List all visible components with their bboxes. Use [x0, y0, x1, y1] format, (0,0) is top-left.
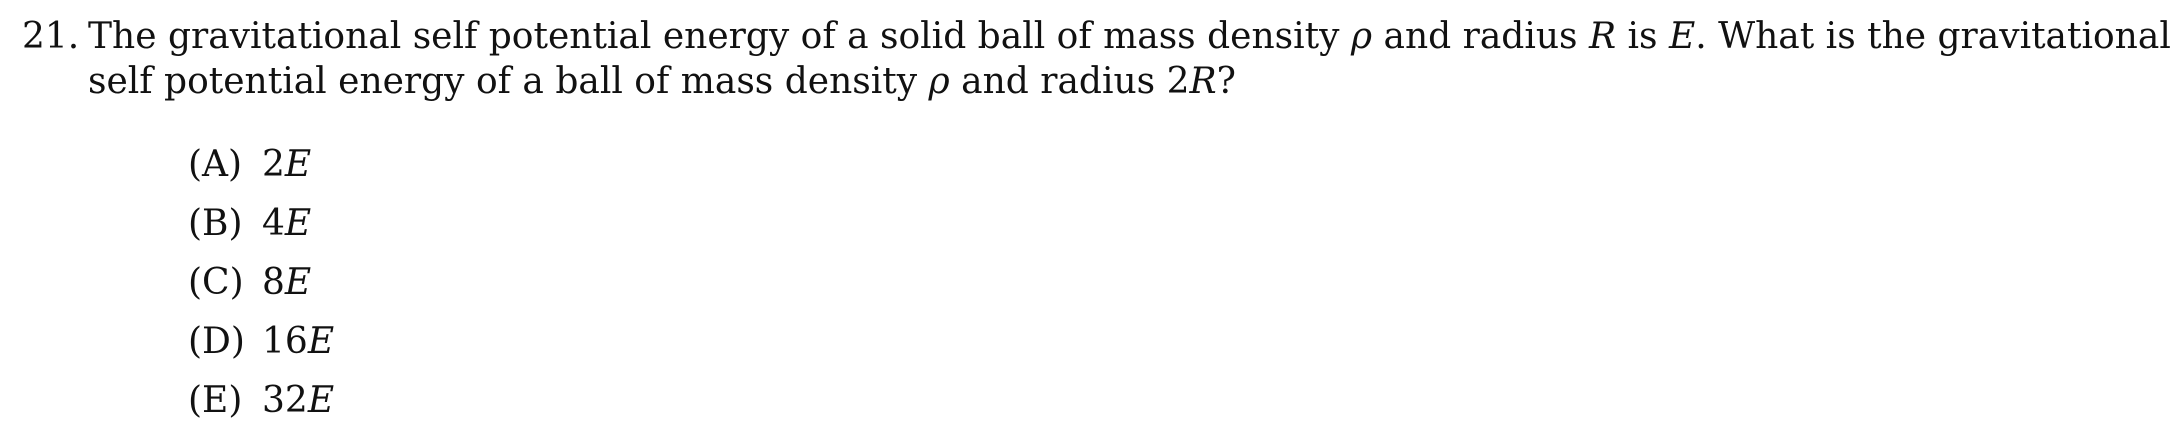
math-symbol-e: E — [307, 321, 335, 362]
choice-b[interactable] — [188, 194, 334, 253]
math-symbol-e: E — [284, 203, 312, 244]
choice-a[interactable] — [188, 135, 334, 194]
math-symbol-e: E — [284, 262, 312, 303]
choice-value — [262, 371, 334, 430]
question-number: 21. — [22, 16, 80, 57]
question-text: and radius — [1372, 16, 1589, 57]
answer-choices — [188, 135, 334, 430]
choice-label: (E) — [188, 380, 243, 421]
choice-c[interactable] — [188, 253, 334, 312]
question-text: The gravitational self potential energy of a solid ball of mass density — [88, 16, 1351, 57]
choice-value — [262, 253, 311, 312]
question-mark: ? — [1216, 61, 1236, 102]
question-line-2 — [22, 59, 1912, 104]
choice-value — [262, 194, 311, 253]
math-symbol-rho: ρ — [1350, 16, 1373, 57]
question-text: self potential energy of a ball of mass density — [88, 61, 929, 102]
question-text: and radius — [949, 61, 1167, 102]
choice-coefficient: 16 — [262, 321, 308, 362]
question-line-1 — [22, 14, 2171, 59]
choice-d[interactable] — [188, 312, 334, 371]
choice-e[interactable] — [188, 371, 334, 430]
math-symbol-e: E — [284, 144, 312, 185]
choice-label: (D) — [188, 321, 245, 362]
choice-coefficient: 32 — [262, 380, 308, 421]
choice-coefficient: 8 — [262, 262, 285, 303]
choice-label: (B) — [188, 203, 243, 244]
math-symbol-e: E — [1668, 16, 1696, 57]
math-symbol-r: R — [1588, 16, 1617, 57]
question — [22, 14, 2171, 104]
choice-label: (C) — [188, 262, 244, 303]
math-symbol-rho: ρ — [928, 61, 950, 102]
question-text: . What is the gravitational — [1695, 16, 2171, 57]
math-symbol-r: R — [1189, 61, 1217, 102]
choice-coefficient: 2 — [262, 144, 285, 185]
math-symbol-e: E — [307, 380, 335, 421]
choice-coefficient: 4 — [262, 203, 285, 244]
choice-value — [262, 312, 334, 371]
math-coefficient: 2 — [1166, 61, 1190, 102]
choice-value — [262, 135, 311, 194]
choice-label: (A) — [188, 144, 243, 185]
question-text: is — [1616, 16, 1669, 57]
